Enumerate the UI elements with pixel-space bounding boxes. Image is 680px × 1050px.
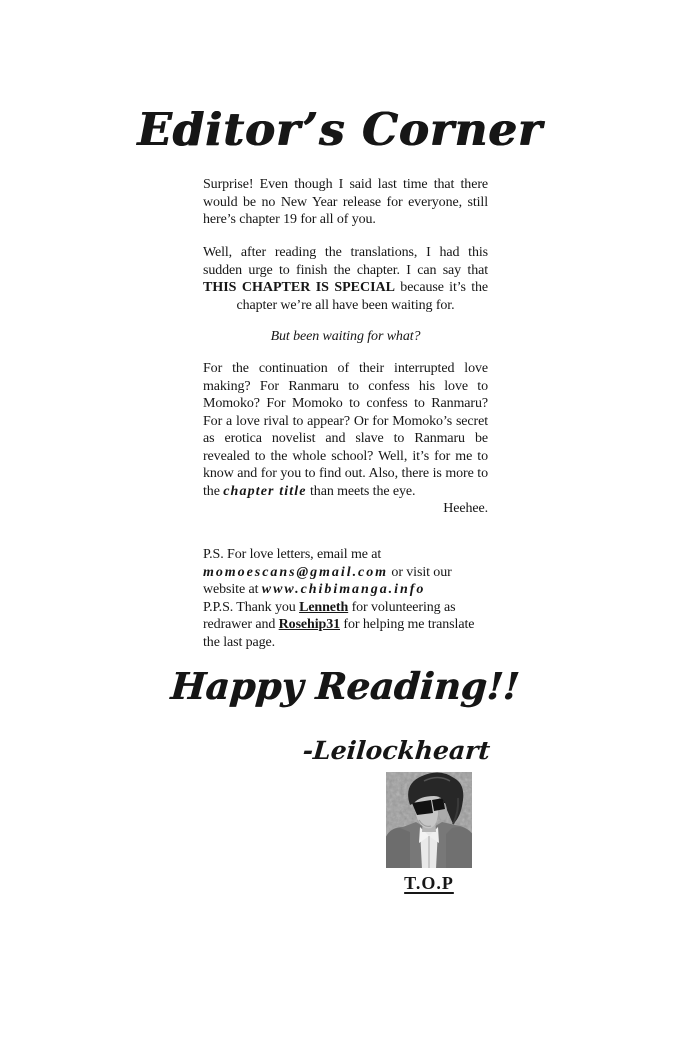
heehee-line: Heehee. [443,501,488,516]
question-line: But been waiting for what? [270,329,421,344]
top-portrait-photo [386,772,472,868]
speculation-paragraph-post: than meets the eye. [306,483,416,499]
pps-text-post: for helping me translate the last page. [203,617,475,650]
photo-caption: T.O.P [404,873,454,893]
closing-message: Happy Reading!! [169,664,521,708]
special-paragraph-post: because it’s the chapter we’re all have been waiting for. [236,280,488,313]
pps-text-pre: P.P.S. Thank you [203,599,300,615]
special-paragraph-pre: Well, after reading the translations, I had this sudden urge to finish the chapter. I can say that [203,245,488,278]
pps-text-mid: for volunteering as redrawer and [203,599,456,632]
credit-rosehip31: Rosehip31 [278,617,340,632]
special-paragraph [203,244,488,314]
ps-paragraph [203,546,488,599]
chapter-title-emphasis: chapter title [223,483,307,499]
speculation-paragraph-pre: For the continuation of their interrupted love making? For Ranmaru to confess his love to Momoko? For Momoko to confess to Ranmaru? For a love rival to appear? Or for Momoko’s secret as erotica novelist and slave to Ranmaru be revealed to the whole school? Well, it’s for me to know and for you to find out. Also, there is more to the [203,361,488,499]
website-address: www.chibimanga.info [261,582,426,597]
editor-signature: -Leilockheart [301,736,492,765]
intro-paragraph: Surprise! Even though I said last time that there would be no New Year release for everyone, still here’s chapter 19 for all of you. [203,177,488,227]
email-address: momoescans@gmail.com [203,564,389,580]
ps-text-mid: or visit our website at [203,564,452,597]
postscript-block [203,546,488,651]
special-bold-text: THIS CHAPTER IS SPECIAL [203,280,395,295]
ps-text-pre: P.S. For love letters, email me at [203,547,382,562]
credit-lenneth: Lenneth [299,599,349,615]
speculation-paragraph [203,360,488,518]
pps-paragraph [203,599,488,652]
page-title: Editor’s Corner [137,103,543,156]
